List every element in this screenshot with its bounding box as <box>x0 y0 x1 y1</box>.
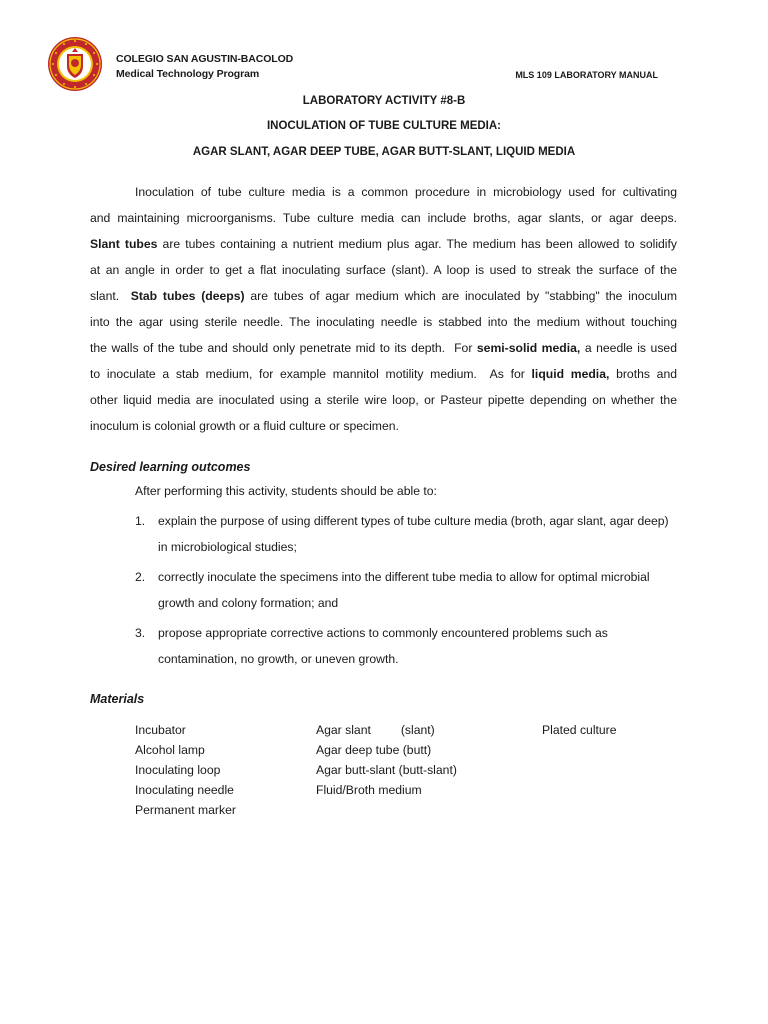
material-item: Plated culture <box>542 723 617 737</box>
material-item: Agar slant (slant) <box>316 723 435 737</box>
intro-line: other liquid media are inoculated using a sterile wire loop, or Pasteur pipette depending on whether the <box>90 393 677 407</box>
outcomes-list <box>135 508 675 676</box>
activity-subtitle: INOCULATION OF TUBE CULTURE MEDIA: <box>266 120 502 132</box>
materials-column-equipment <box>135 720 236 820</box>
activity-subtitle-media: AGAR SLANT, AGAR DEEP TUBE, AGAR BUTT-SLANT, LIQUID MEDIA <box>192 146 576 158</box>
list-item-text: propose appropriate corrective actions to commonly encountered problems such as contamination, no growth, or uneven growth. <box>158 626 608 666</box>
list-item <box>135 564 675 616</box>
intro-line: at an angle in order to get a flat inoculating surface (slant). A loop is used to streak the surface of the <box>90 263 677 277</box>
material-item: Alcohol lamp <box>135 743 205 757</box>
materials-column-specimen <box>542 720 617 740</box>
material-item: Incubator <box>135 723 186 737</box>
school-seal-logo <box>47 36 103 92</box>
list-item-text: correctly inoculate the specimens into the different tube media to allow for optimal microbial growth and colony formation; and <box>158 570 650 610</box>
intro-line: into the agar using sterile needle. The inoculating needle is stabbed into the medium without touching <box>90 315 677 329</box>
intro-line: the walls of the tube and should only penetrate mid to its depth. For semi-solid media, a needle is used <box>90 341 677 355</box>
intro-line: slant. Stab tubes (deeps) are tubes of agar medium which are inoculated by "stabbing" the inoculum <box>90 289 677 303</box>
header-manual-title: MLS 109 LABORATORY MANUAL <box>515 70 658 80</box>
term-liquid-media: liquid media, <box>531 367 610 381</box>
list-item-text: explain the purpose of using different types of tube culture media (broth, agar slant, agar deep) in microbiological studies; <box>158 514 669 554</box>
header-program-name: Medical Technology Program <box>116 68 260 80</box>
header-school-name: COLEGIO SAN AGUSTIN-BACOLOD <box>116 53 294 65</box>
outcomes-intro: After performing this activity, students should be able to: <box>135 484 437 498</box>
list-number: 3. <box>135 626 146 640</box>
intro-paragraph <box>90 179 677 439</box>
term-slant-tubes: Slant tubes <box>90 237 158 251</box>
intro-line: inoculum is colonial growth or a fluid culture or specimen. <box>90 419 399 433</box>
materials-heading: Materials <box>90 692 145 706</box>
outcomes-heading: Desired learning outcomes <box>90 460 251 474</box>
material-item: Fluid/Broth medium <box>316 783 422 797</box>
intro-line: to inoculate a stab medium, for example mannitol motility medium. As for liquid media, broths and <box>90 367 677 381</box>
list-number: 1. <box>135 514 146 528</box>
materials-column-media <box>316 720 457 800</box>
list-item <box>135 620 675 672</box>
intro-line: Slant tubes are tubes containing a nutrient medium plus agar. The medium has been allowed to solidify <box>90 237 677 251</box>
intro-line: Inoculation of tube culture media is a common procedure in microbiology used for cultivating <box>135 185 677 199</box>
intro-line: and maintaining microorganisms. Tube culture media can include broths, agar slants, or agar deeps. <box>90 211 677 225</box>
material-item: Permanent marker <box>135 803 236 817</box>
term-semi-solid-media: semi-solid media, <box>476 341 581 355</box>
activity-title: LABORATORY ACTIVITY #8-B <box>302 95 466 107</box>
material-item: Inoculating loop <box>135 763 221 777</box>
material-item: Agar deep tube (butt) <box>316 743 432 757</box>
material-item: Agar butt-slant (butt-slant) <box>316 763 457 777</box>
material-item: Inoculating needle <box>135 783 234 797</box>
list-number: 2. <box>135 570 146 584</box>
term-stab-tubes: Stab tubes (deeps) <box>130 289 245 303</box>
list-item <box>135 508 675 560</box>
